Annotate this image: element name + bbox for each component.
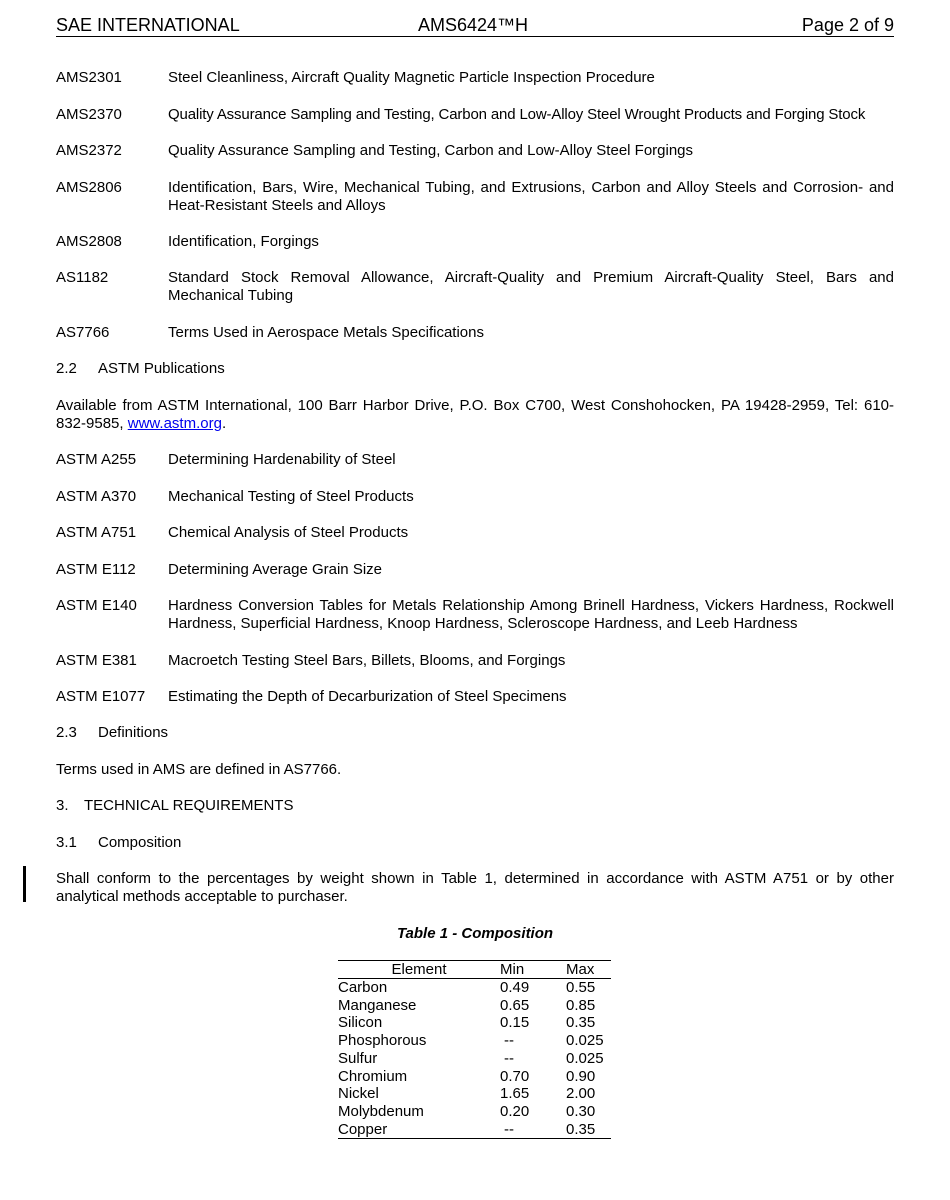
- reference-title: Steel Cleanliness, Aircraft Quality Magnetic Particle Inspection Procedure: [168, 69, 655, 86]
- table-header-row: [338, 961, 611, 979]
- max-cell: 0.90: [566, 1067, 596, 1085]
- max-cell: 0.025: [566, 1049, 604, 1067]
- table-caption: Table 1 - Composition: [396, 925, 554, 942]
- astm-website-link[interactable]: www.astm.org: [127, 415, 222, 432]
- reference-code: AMS2808: [56, 233, 122, 250]
- column-header-max: Max: [566, 961, 611, 979]
- element-cell: Chromium: [338, 1067, 408, 1085]
- section-title: Definitions: [98, 724, 169, 741]
- element-cell: Sulfur: [338, 1049, 378, 1067]
- reference-title: Standard Stock Removal Allowance, Aircraft-Quality and Premium Aircraft-Quality Steel, Bars and Mechanical Tubing: [168, 269, 894, 304]
- reference-code: ASTM A255: [56, 451, 137, 468]
- reference-title: Quality Assurance Sampling and Testing, Carbon and Low-Alloy Steel Forgings: [168, 142, 694, 159]
- reference-code: ASTM E140: [56, 597, 137, 614]
- min-cell: 0.15: [500, 1014, 530, 1032]
- composition-table: [338, 960, 611, 1139]
- max-cell: 2.00: [566, 1085, 596, 1103]
- max-cell: 0.30: [566, 1102, 596, 1120]
- table-row: [338, 1032, 611, 1050]
- reference-code: ASTM A751: [56, 524, 137, 541]
- section-number: 2.3: [56, 724, 77, 741]
- column-header-min: Min: [500, 961, 566, 979]
- header-org: SAE INTERNATIONAL: [56, 15, 240, 35]
- element-cell: Manganese: [338, 996, 417, 1014]
- section-number: 3.1: [56, 834, 77, 851]
- section-heading: [56, 797, 894, 815]
- page-header: [56, 14, 894, 37]
- reference-code: AMS2370: [56, 106, 122, 123]
- table-row: [338, 1103, 611, 1121]
- reference-code: AS7766: [56, 324, 110, 341]
- definitions-paragraph: Terms used in AMS are defined in AS7766.: [56, 761, 342, 778]
- min-cell: --: [504, 1032, 514, 1050]
- section-heading: [56, 360, 894, 378]
- max-cell: 0.55: [566, 979, 596, 996]
- reference-title: Quality Assurance Sampling and Testing, Carbon and Low-Alloy Steel Wrought Products and Forging Stock: [168, 106, 866, 123]
- section-heading: [56, 834, 894, 852]
- section-title: Composition: [98, 834, 182, 851]
- reference-code: ASTM E381: [56, 652, 137, 669]
- min-cell: 1.65: [500, 1085, 530, 1103]
- reference-title: Terms Used in Aerospace Metals Specifications: [168, 324, 484, 341]
- reference-code: AMS2806: [56, 179, 122, 196]
- element-cell: Nickel: [338, 1085, 379, 1103]
- reference-title: Hardness Conversion Tables for Metals Relationship Among Brinell Hardness, Vickers Hardness, Rockwell Hardness, Superficial Hardness, Knoop Hardness, Scleroscope Hardness, and Leeb Hardness: [168, 597, 894, 632]
- reference-code: ASTM E1077: [56, 688, 146, 705]
- element-cell: Copper: [338, 1121, 500, 1139]
- reference-code: ASTM E112: [56, 561, 136, 578]
- min-cell: 0.70: [500, 1067, 530, 1085]
- change-bar: [23, 866, 26, 902]
- reference-title: Identification, Bars, Wire, Mechanical Tubing, and Extrusions, Carbon and Alloy Steels and Corrosion- and Heat-Resistant Steels and Alloys: [168, 179, 894, 214]
- table-row: [338, 1068, 611, 1086]
- min-cell: --: [500, 1121, 566, 1139]
- table-row: [338, 1050, 611, 1068]
- availability-end: .: [221, 415, 227, 432]
- section-title: ASTM Publications: [98, 360, 225, 377]
- reference-title: Determining Average Grain Size: [168, 561, 382, 578]
- column-header-element: Element: [338, 961, 500, 979]
- astm-availability: [56, 397, 894, 433]
- reference-title: Determining Hardenability of Steel: [168, 451, 396, 468]
- section-number: 2.2: [56, 360, 77, 377]
- section-number: 3.: [56, 797, 69, 814]
- table-row: [338, 1014, 611, 1032]
- header-doc-number: AMS6424™H: [418, 15, 529, 35]
- element-cell: Molybdenum: [338, 1102, 424, 1120]
- table-row: [338, 1085, 611, 1103]
- reference-code: AS1182: [56, 269, 109, 286]
- reference-title: Estimating the Depth of Decarburization of Steel Specimens: [168, 688, 567, 705]
- max-cell: 0.35: [566, 1014, 596, 1032]
- section-title: TECHNICAL REQUIREMENTS: [84, 797, 294, 814]
- table-row: [338, 979, 611, 997]
- element-cell: Silicon: [338, 1014, 383, 1032]
- reference-code: ASTM A370: [56, 488, 137, 505]
- section-heading: [56, 724, 894, 742]
- reference-code: AMS2372: [56, 142, 122, 159]
- reference-code: AMS2301: [56, 69, 122, 86]
- reference-title: Chemical Analysis of Steel Products: [168, 524, 409, 541]
- element-cell: Phosphorous: [338, 1032, 427, 1050]
- table-row: [338, 1121, 611, 1139]
- element-cell: Carbon: [338, 979, 388, 996]
- composition-paragraph: Shall conform to the percentages by weight shown in Table 1, determined in accordance with ASTM A751 or by other analytical methods acceptable to purchaser.: [56, 870, 894, 905]
- availability-text: Available from ASTM International, 100 Barr Harbor Drive, P.O. Box C700, West Conshohocken, PA 19428-2959, Tel: 610-832-9585,: [56, 397, 894, 432]
- max-cell: 0.35: [566, 1121, 611, 1139]
- table-row: [338, 997, 611, 1015]
- max-cell: 0.85: [566, 996, 596, 1014]
- reference-title: Identification, Forgings: [168, 233, 319, 250]
- max-cell: 0.025: [566, 1032, 604, 1050]
- min-cell: --: [504, 1049, 514, 1067]
- reference-title: Mechanical Testing of Steel Products: [168, 488, 414, 505]
- reference-title: Macroetch Testing Steel Bars, Billets, Blooms, and Forgings: [168, 652, 566, 669]
- min-cell: 0.49: [500, 979, 530, 996]
- min-cell: 0.65: [500, 996, 530, 1014]
- min-cell: 0.20: [500, 1102, 530, 1120]
- header-page-number: Page 2 of 9: [801, 15, 894, 35]
